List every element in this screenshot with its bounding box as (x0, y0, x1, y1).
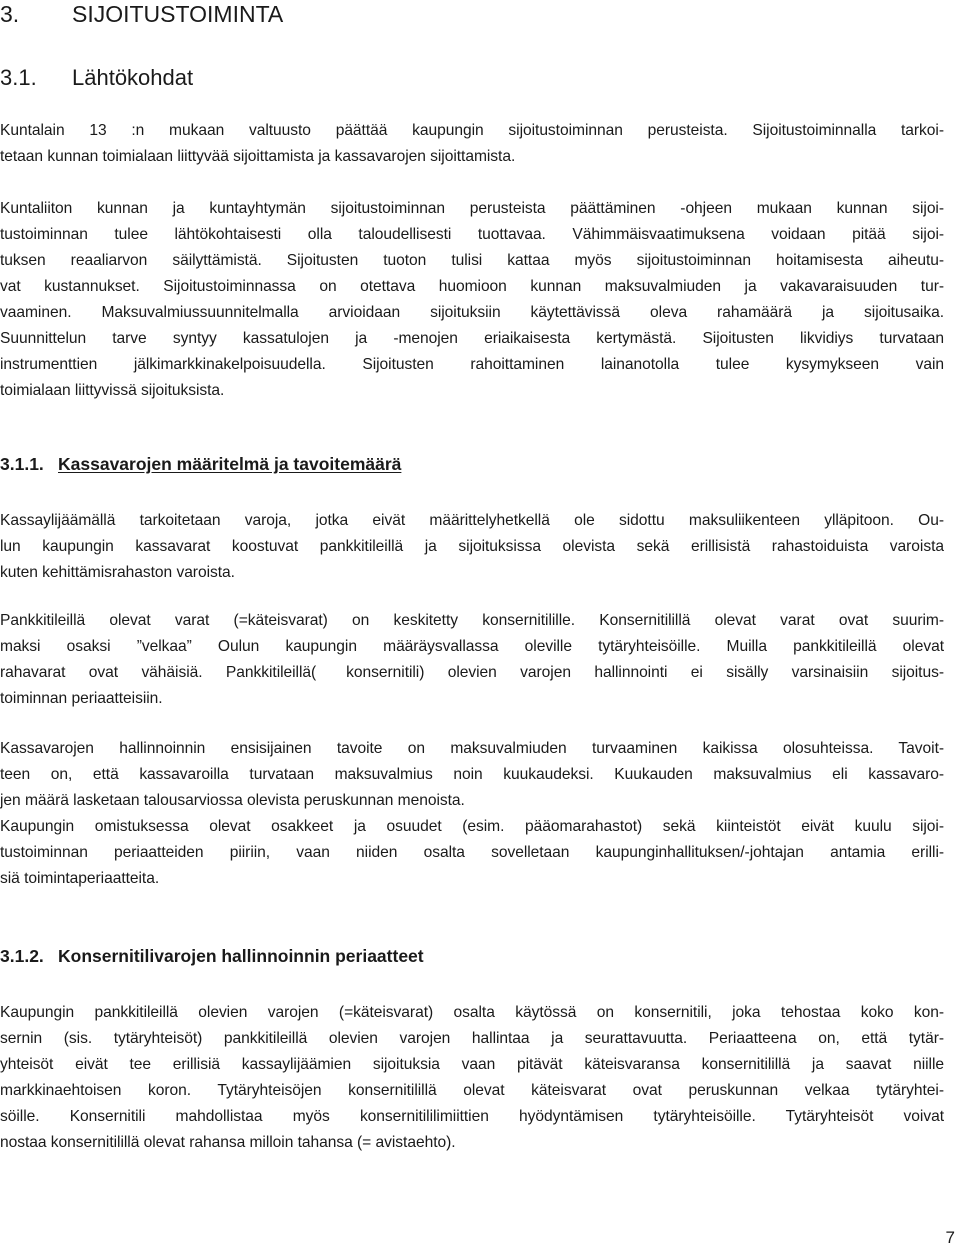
text-line: jen määrä lasketaan talousarviossa olevista peruskunnan menoista. (0, 792, 465, 809)
text-line: Suunnittelun tarve syntyy kassatulojen ja -menojen eriaikaisesta kertymästä. Sijoitusten likvidiys turvataan (0, 330, 944, 347)
text-line: maksi osaksi ”velkaa” Oulun kaupungin määräysvallassa oleville tytäryhteisöille. Muilla pankkitileillä olevat (0, 638, 944, 655)
text-line: tustoiminnan tulee lähtökohtaisesti olla taloudellisesti tuottavaa. Vähimmäisvaatimuksena voidaan pitää sijoi- (0, 226, 944, 243)
text-line (0, 660, 944, 686)
text-line: tustoiminnan periaatteiden piiriin, vaan niiden osalta sovelletaan kaupunginhallituksen/-johtajan antamia erilli- (0, 844, 944, 861)
subsection-number: 3.1. (0, 65, 37, 90)
subsubsection-title: Konsernitilivarojen hallinnoinnin periaatteet (58, 946, 424, 966)
text-line: siä toimintaperiaatteita. (0, 870, 160, 887)
text-line: tetaan kunnan toimialaan liittyvää sijoittamista ja kassavarojen sijoittamista. (0, 148, 516, 165)
text-line: Kuntaliiton kunnan ja kuntayhtymän sijoitustoiminnan perusteista päättäminen -ohjeen mukaan kunnan sijoi- (0, 200, 944, 217)
text-line: lun kaupungin kassavarat koostuvat pankkitileillä ja sijoituksissa olevista sekä erillisistä rahastoiduista varoista (0, 538, 944, 555)
text-line: sernin (sis. tytäryhteisöt) pankkitileillä olevien varojen hallintaa ja seurattavuutta. Periaatteena on, että tytär- (0, 1030, 944, 1047)
text-line: vaaminen. Maksuvalmiussuunnitelmalla arvioidaan sijoituksiin käytettävissä oleva rahamäärä ja sijoitusaika. (0, 304, 944, 321)
paragraph-group-account (0, 1000, 944, 1156)
text-line: toiminnan periaatteisiin. (0, 690, 163, 707)
text-line: kuten kehittämisrahaston varoista. (0, 564, 235, 581)
subsection-title: Lähtökohdat (72, 65, 194, 90)
page-number: 7 (945, 1228, 955, 1247)
text-line: Kaupungin omistuksessa olevat osakkeet ja osuudet (esim. pääomarahastot) sekä kiinteistöt eivät kuulu sijoi- (0, 818, 944, 835)
text-line: markkinaehtoisen koron. Tytäryhteisöjen konsernitilillä olevat käteisvarat ovat peruskunnan velkaa tytäryhtei- (0, 1082, 944, 1099)
text-line: söille. Konsernitili mahdollistaa myös konsernitililimiittien hyödyntämisen tytäryhteisöille. Tytäryhteisöt voivat (0, 1108, 944, 1125)
subsubsection-title: Kassavarojen määritelmä ja tavoitemäärä (58, 454, 402, 474)
text-line: yhteisöt eivät tee erillisiä kassaylijäämien sijoituksia vaan pitävät käteisvaransa konsernitilillä ja saavat niille (0, 1056, 944, 1073)
text-line: Pankkitileillä olevat varat (=käteisvarat) on keskitetty konsernitilille. Konsernitilillä olevat varat ovat suurim- (0, 612, 944, 629)
text-line: toimialaan liittyvissä sijoituksista. (0, 382, 225, 399)
text-line: teen on, että kassavaroilla turvataan maksuvalmius noin kuukaudeksi. Kuukauden maksuvalmius eli kassavaro- (0, 766, 944, 783)
section-heading (0, 0, 283, 28)
text-line: instrumenttien jälkimarkkinakelpoisuudella. Sijoitusten rahoittaminen lainanotolla tulee kysymykseen vain (0, 356, 944, 373)
text-line: tuksen reaaliarvon säilyttämistä. Sijoitusten tuoton tulisi kattaa myös sijoitustoiminnan hoitamisesta aiheutu- (0, 252, 944, 269)
text-line: vat kustannukset. Sijoitustoiminnassa on otettava huomioon kunnan maksuvalmiuden ja vakavaraisuuden tur- (0, 278, 944, 295)
subsubsection-heading-cash-reserves (0, 452, 401, 476)
text-line: Kaupungin pankkitileillä olevien varojen (=käteisvarat) osalta käytössä on konsernitili, joka tehostaa koko kon- (0, 1004, 944, 1021)
subsubsection-number: 3.1.2. (0, 946, 44, 966)
paragraph-cash-surplus (0, 508, 944, 586)
text-line-part: rahavarat ovat vähäisiä. Pankkitileillä( (0, 664, 317, 681)
text-line: Kuntalain 13 :n mukaan valtuusto päättää kaupungin sijoitustoiminnan perusteista. Sijoitustoiminnalla tarkoi- (0, 122, 944, 139)
text-line: Kassaylijäämällä tarkoitetaan varoja, jotka eivät määrittelyhetkellä ole sidottu maksuliikenteen ylläpitoon. Ou- (0, 512, 944, 529)
subsection-heading (0, 64, 193, 92)
paragraph-bank-accounts (0, 608, 944, 712)
subsubsection-heading-group-account (0, 944, 424, 968)
section-title: SIJOITUSTOIMINTA (72, 1, 284, 27)
paragraph-legal-basis (0, 118, 944, 170)
paragraph-shares-holdings (0, 814, 944, 892)
text-line: Kassavarojen hallinnoinnin ensisijainen tavoite on maksuvalmiuden turvaaminen kaikissa olosuhteissa. Tavoit- (0, 740, 944, 757)
paragraph-liquidity-goal (0, 736, 944, 814)
text-line: nostaa konsernitilillä olevat rahansa milloin tahansa (= avistaehto). (0, 1134, 456, 1151)
text-line-part: konsernitili) olevien varojen hallinnointi ei sisälly varsinaisiin sijoitus- (346, 664, 944, 681)
paragraph-investment-principles (0, 196, 944, 404)
subsubsection-number: 3.1.1. (0, 454, 44, 474)
section-number: 3. (0, 1, 20, 27)
